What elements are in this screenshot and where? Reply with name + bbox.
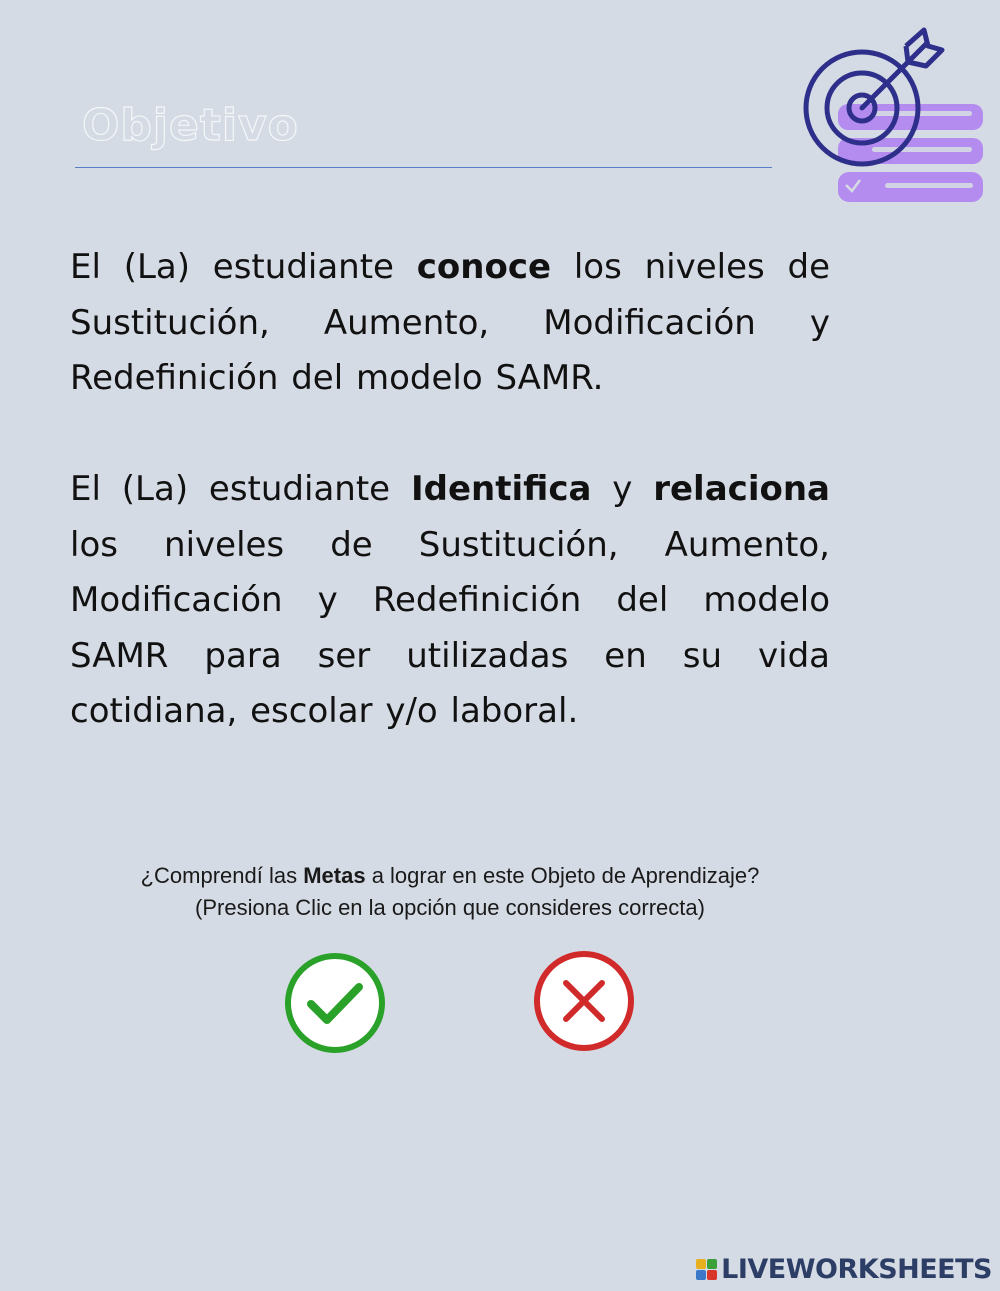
no-answer-button[interactable] [532,949,636,1053]
title-divider [75,167,772,168]
p2-text-3: los niveles de Sustitución, Aumento, Modificación y Redefinición del modelo SAMR para ser utilizadas en su vida cotidiana, escolar y/o laboral. [70,524,830,731]
p1-text-2: los niveles de Sustitución, Aumento, Modificación y Redefinición del modelo SAMR. [70,247,830,398]
target-checklist-icon [800,22,985,207]
p1-bold-conoce: conoce [416,247,552,287]
brand-text: LIVEWORKSHEETS [721,1254,992,1285]
objective-paragraph-1 [70,240,830,407]
p2-bold-relaciona: relaciona [653,469,830,509]
question-text-2: a lograr en este Objeto de Aprendizaje? [365,863,760,888]
objective-paragraph-2 [70,462,830,740]
page-title: Objetivo [82,100,299,151]
question-line-1 [60,860,840,892]
liveworksheets-brand [696,1254,992,1285]
question-line-2: (Presiona Clic en la opción que consideres correcta) [195,895,705,920]
p2-text-1: El (La) estudiante [70,469,411,509]
yes-answer-button[interactable] [283,951,387,1055]
liveworksheets-logo-icon [696,1259,717,1280]
p2-bold-identifica: Identifica [410,469,592,509]
question-bold-metas: Metas [303,863,366,888]
question-text-1: ¿Comprendí las [140,863,304,888]
p2-text-2: y [591,469,654,509]
p1-text-1: El (La) estudiante [70,247,417,287]
comprehension-question [60,860,840,924]
